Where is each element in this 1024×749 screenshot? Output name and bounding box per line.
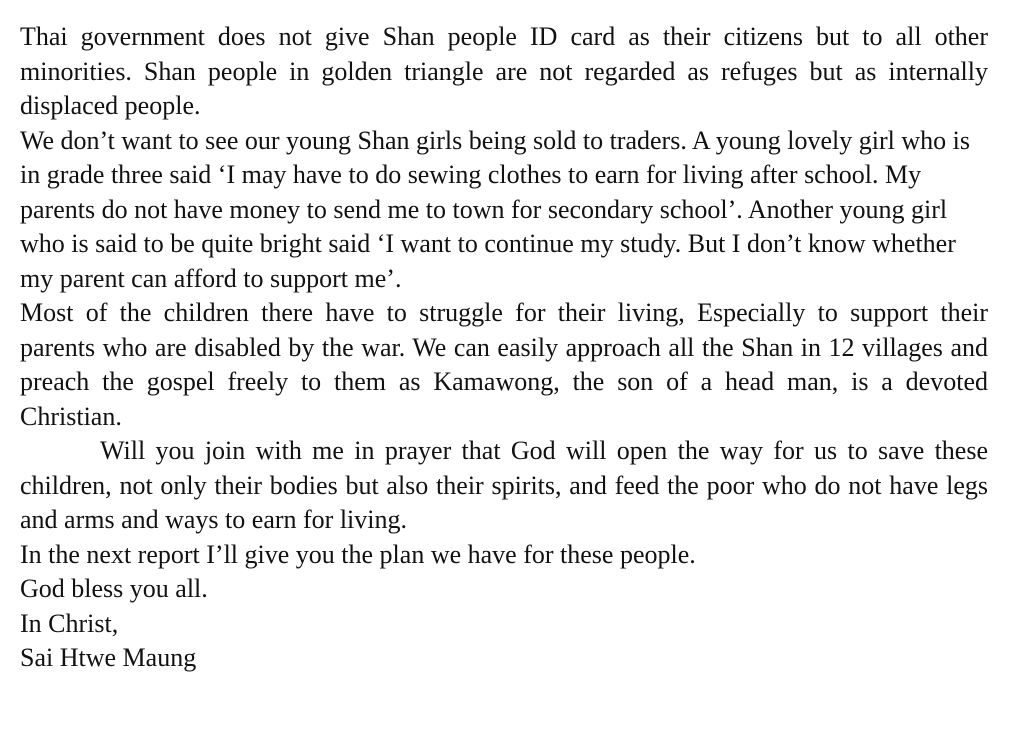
paragraph-children-struggle: Most of the children there have to struggle for their living, Especially to support their parents who are disabled by the war. We can easily approach all the Shan in 12 villages and preach the gospel freely to them as Kamawong, the son of a head man, is a devoted Christian. (20, 298, 988, 431)
paragraph-shan-girls: We don’t want to see our young Shan girls being sold to traders. A young lovely girl who is in grade three said ‘I may have to do sewing clothes to earn for living after school. My parents do not have money to send me to town for secondary school’. Another young girl who is said to be quite bright said ‘I want to continue my study. But I don’t know whether my parent can afford to support me’. (20, 125, 970, 293)
closing-salutation: In Christ, (20, 608, 119, 638)
document-page (20, 20, 988, 676)
signature-name: Sai Htwe Maung (20, 643, 197, 672)
paragraph-id-card: Thai government does not give Shan people ID card as their citizens but to all other minorities. Shan people in golden triangle are not regarded as refuges but as internally displaced people. (20, 22, 988, 120)
paragraph-prayer-request: Will you join with me in prayer that God will open the way for us to save these children, not only their bodies but also their spirits, and feed the poor who do not have legs and arms and ways to earn for living. (20, 436, 988, 534)
closing-blessing: God bless you all. (20, 574, 208, 603)
paragraph-next-report: In the next report I’ll give you the plan we have for these people. (20, 539, 696, 569)
